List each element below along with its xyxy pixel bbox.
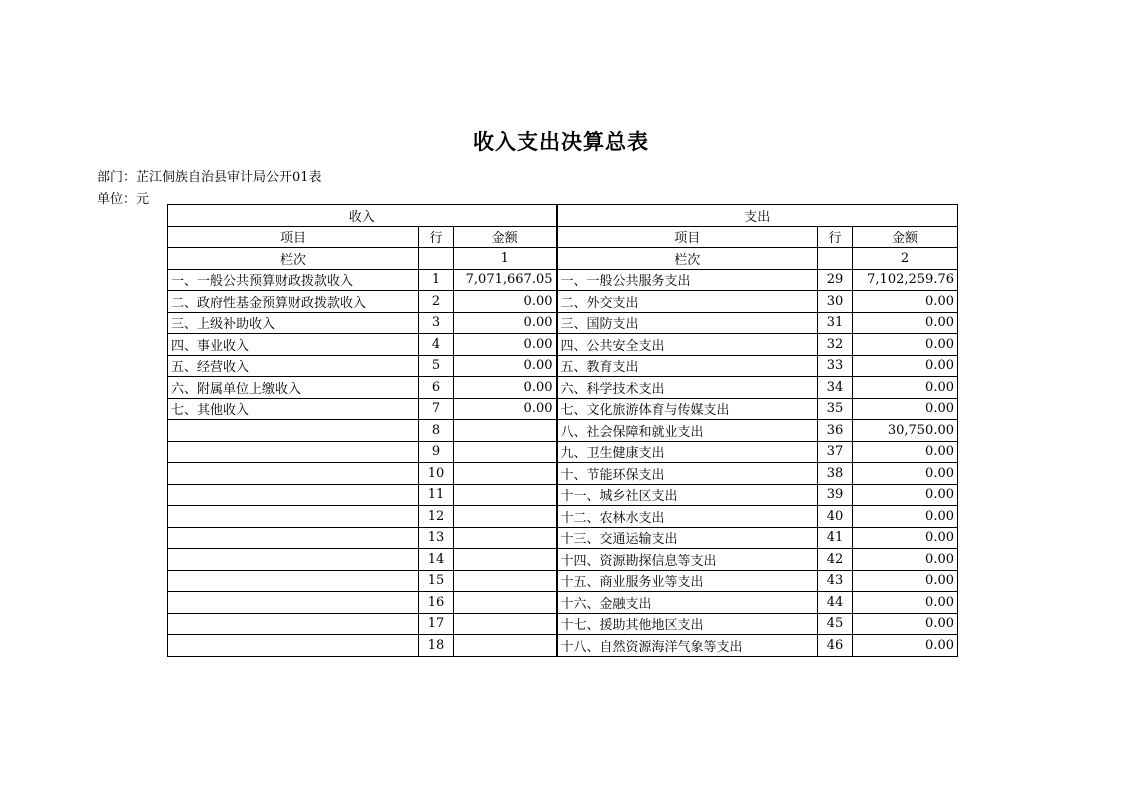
expense-line-cell: 36 <box>818 420 853 442</box>
expense-item-cell: 八、社会保障和就业支出 <box>557 420 818 442</box>
income-amount-cell: 0.00 <box>454 291 557 313</box>
income-line-cell: 11 <box>419 484 454 506</box>
expense-amount-cell: 0.00 <box>853 527 958 549</box>
income-amount-cell <box>454 592 557 614</box>
income-amount-cell <box>454 506 557 528</box>
expense-amount-cell: 0.00 <box>853 398 958 420</box>
expense-item-cell: 十五、商业服务业等支出 <box>557 570 818 592</box>
table-row <box>168 355 958 377</box>
column-header-row <box>168 226 958 248</box>
income-item-cell <box>168 527 419 549</box>
expense-amount-cell: 0.00 <box>853 312 958 334</box>
income-amount-cell <box>454 441 557 463</box>
income-item-cell: 一、一般公共预算财政拨款收入 <box>168 269 419 291</box>
expense-amount-cell: 0.00 <box>853 592 958 614</box>
expense-amount-cell: 0.00 <box>853 377 958 399</box>
expense-item-cell: 十四、资源勘探信息等支出 <box>557 549 818 571</box>
expense-line-cell: 32 <box>818 334 853 356</box>
income-item-cell <box>168 549 419 571</box>
column-index-row <box>168 248 958 270</box>
table-row <box>168 377 958 399</box>
income-item-cell <box>168 420 419 442</box>
income-line-cell: 8 <box>419 420 454 442</box>
income-amount-cell <box>454 527 557 549</box>
expense-line-cell: 45 <box>818 613 853 635</box>
expense-item-cell: 十一、城乡社区支出 <box>557 484 818 506</box>
expense-line-cell: 34 <box>818 377 853 399</box>
income-item-cell <box>168 484 419 506</box>
income-item-cell: 六、附属单位上缴收入 <box>168 377 419 399</box>
expense-line-cell: 29 <box>818 269 853 291</box>
income-line-cell: 9 <box>419 441 454 463</box>
income-item-cell <box>168 463 419 485</box>
table-row <box>168 463 958 485</box>
expense-amount-cell: 7,102,259.76 <box>853 269 958 291</box>
expense-line-cell: 37 <box>818 441 853 463</box>
expense-item-header: 项目 <box>557 226 818 248</box>
expense-amount-cell: 0.00 <box>853 334 958 356</box>
expense-item-cell: 十二、农林水支出 <box>557 506 818 528</box>
expense-amount-cell: 0.00 <box>853 484 958 506</box>
expense-amount-cell: 0.00 <box>853 506 958 528</box>
expense-amount-cell: 30,750.00 <box>853 420 958 442</box>
expense-line-cell: 43 <box>818 570 853 592</box>
table-row <box>168 570 958 592</box>
expense-line-cell: 31 <box>818 312 853 334</box>
income-amount-cell: 0.00 <box>454 312 557 334</box>
table-row <box>168 549 958 571</box>
expense-line-cell: 44 <box>818 592 853 614</box>
table-row <box>168 291 958 313</box>
expense-item-cell: 十八、自然资源海洋气象等支出 <box>557 635 818 657</box>
expense-amount-cell: 0.00 <box>853 441 958 463</box>
income-line-cell: 12 <box>419 506 454 528</box>
expense-line-cell: 42 <box>818 549 853 571</box>
income-line-cell: 7 <box>419 398 454 420</box>
table-row <box>168 613 958 635</box>
income-item-cell <box>168 592 419 614</box>
income-amount-cell: 0.00 <box>454 355 557 377</box>
expense-line-header: 行 <box>818 226 853 248</box>
income-group-header: 收入 <box>168 205 557 227</box>
income-amount-cell <box>454 463 557 485</box>
expense-amount-cell: 0.00 <box>853 549 958 571</box>
table-row <box>168 334 958 356</box>
income-line-cell: 2 <box>419 291 454 313</box>
income-amount-header: 金额 <box>454 226 557 248</box>
income-amount-cell <box>454 420 557 442</box>
income-amount-cell: 0.00 <box>454 377 557 399</box>
expense-item-cell: 十、节能环保支出 <box>557 463 818 485</box>
expense-index-blank <box>818 248 853 270</box>
income-line-cell: 17 <box>419 613 454 635</box>
table-row <box>168 398 958 420</box>
table-row <box>168 592 958 614</box>
expense-item-cell: 十三、交通运输支出 <box>557 527 818 549</box>
expense-line-cell: 33 <box>818 355 853 377</box>
expense-line-cell: 30 <box>818 291 853 313</box>
expense-amount-cell: 0.00 <box>853 291 958 313</box>
expense-item-cell: 十七、援助其他地区支出 <box>557 613 818 635</box>
income-item-cell <box>168 635 419 657</box>
income-item-cell: 五、经营收入 <box>168 355 419 377</box>
income-item-cell: 三、上级补助收入 <box>168 312 419 334</box>
table-row <box>168 312 958 334</box>
income-line-header: 行 <box>419 226 454 248</box>
table-row <box>168 484 958 506</box>
expense-amount-cell: 0.00 <box>853 355 958 377</box>
expense-amount-cell: 0.00 <box>853 463 958 485</box>
income-amount-cell <box>454 613 557 635</box>
expense-line-cell: 40 <box>818 506 853 528</box>
unit-line: 单位：元 <box>97 192 150 207</box>
income-amount-cell: 7,071,667.05 <box>454 269 557 291</box>
income-line-cell: 1 <box>419 269 454 291</box>
table-row <box>168 269 958 291</box>
expense-item-cell: 九、卫生健康支出 <box>557 441 818 463</box>
table-row <box>168 441 958 463</box>
income-col-number: 1 <box>454 248 557 270</box>
expense-line-cell: 38 <box>818 463 853 485</box>
expense-item-cell: 三、国防支出 <box>557 312 818 334</box>
income-item-header: 项目 <box>168 226 419 248</box>
expense-amount-cell: 0.00 <box>853 570 958 592</box>
income-line-cell: 5 <box>419 355 454 377</box>
income-line-cell: 16 <box>419 592 454 614</box>
expense-item-cell: 七、文化旅游体育与传媒支出 <box>557 398 818 420</box>
expense-item-cell: 十六、金融支出 <box>557 592 818 614</box>
table-row <box>168 506 958 528</box>
expense-item-cell: 五、教育支出 <box>557 355 818 377</box>
table-row <box>168 420 958 442</box>
expense-item-cell: 四、公共安全支出 <box>557 334 818 356</box>
report-title: 收入支出决算总表 <box>473 130 649 154</box>
table-row <box>168 635 958 657</box>
expense-line-cell: 46 <box>818 635 853 657</box>
expense-amount-header: 金额 <box>853 226 958 248</box>
expense-item-cell: 一、一般公共服务支出 <box>557 269 818 291</box>
table-row <box>168 527 958 549</box>
income-amount-cell: 0.00 <box>454 398 557 420</box>
group-header-row <box>168 205 958 227</box>
department-line: 部门：芷江侗族自治县审计局公开01表 <box>97 170 322 185</box>
income-item-cell: 二、政府性基金预算财政拨款收入 <box>168 291 419 313</box>
income-line-cell: 18 <box>419 635 454 657</box>
income-line-cell: 14 <box>419 549 454 571</box>
expense-line-cell: 35 <box>818 398 853 420</box>
expense-item-cell: 二、外交支出 <box>557 291 818 313</box>
income-item-cell <box>168 570 419 592</box>
income-amount-cell <box>454 570 557 592</box>
income-amount-cell <box>454 635 557 657</box>
income-line-cell: 3 <box>419 312 454 334</box>
income-item-cell <box>168 441 419 463</box>
income-amount-cell: 0.00 <box>454 334 557 356</box>
income-line-cell: 13 <box>419 527 454 549</box>
income-index-label: 栏次 <box>168 248 419 270</box>
expense-line-cell: 41 <box>818 527 853 549</box>
income-item-cell <box>168 506 419 528</box>
income-item-cell <box>168 613 419 635</box>
expense-amount-cell: 0.00 <box>853 635 958 657</box>
income-line-cell: 10 <box>419 463 454 485</box>
expense-group-header: 支出 <box>557 205 958 227</box>
income-amount-cell <box>454 484 557 506</box>
income-line-cell: 15 <box>419 570 454 592</box>
income-item-cell: 四、事业收入 <box>168 334 419 356</box>
income-amount-cell <box>454 549 557 571</box>
income-expense-table <box>167 204 958 657</box>
expense-line-cell: 39 <box>818 484 853 506</box>
expense-col-number: 2 <box>853 248 958 270</box>
income-item-cell: 七、其他收入 <box>168 398 419 420</box>
expense-amount-cell: 0.00 <box>853 613 958 635</box>
income-line-cell: 4 <box>419 334 454 356</box>
income-line-cell: 6 <box>419 377 454 399</box>
income-index-blank <box>419 248 454 270</box>
expense-index-label: 栏次 <box>557 248 818 270</box>
expense-item-cell: 六、科学技术支出 <box>557 377 818 399</box>
